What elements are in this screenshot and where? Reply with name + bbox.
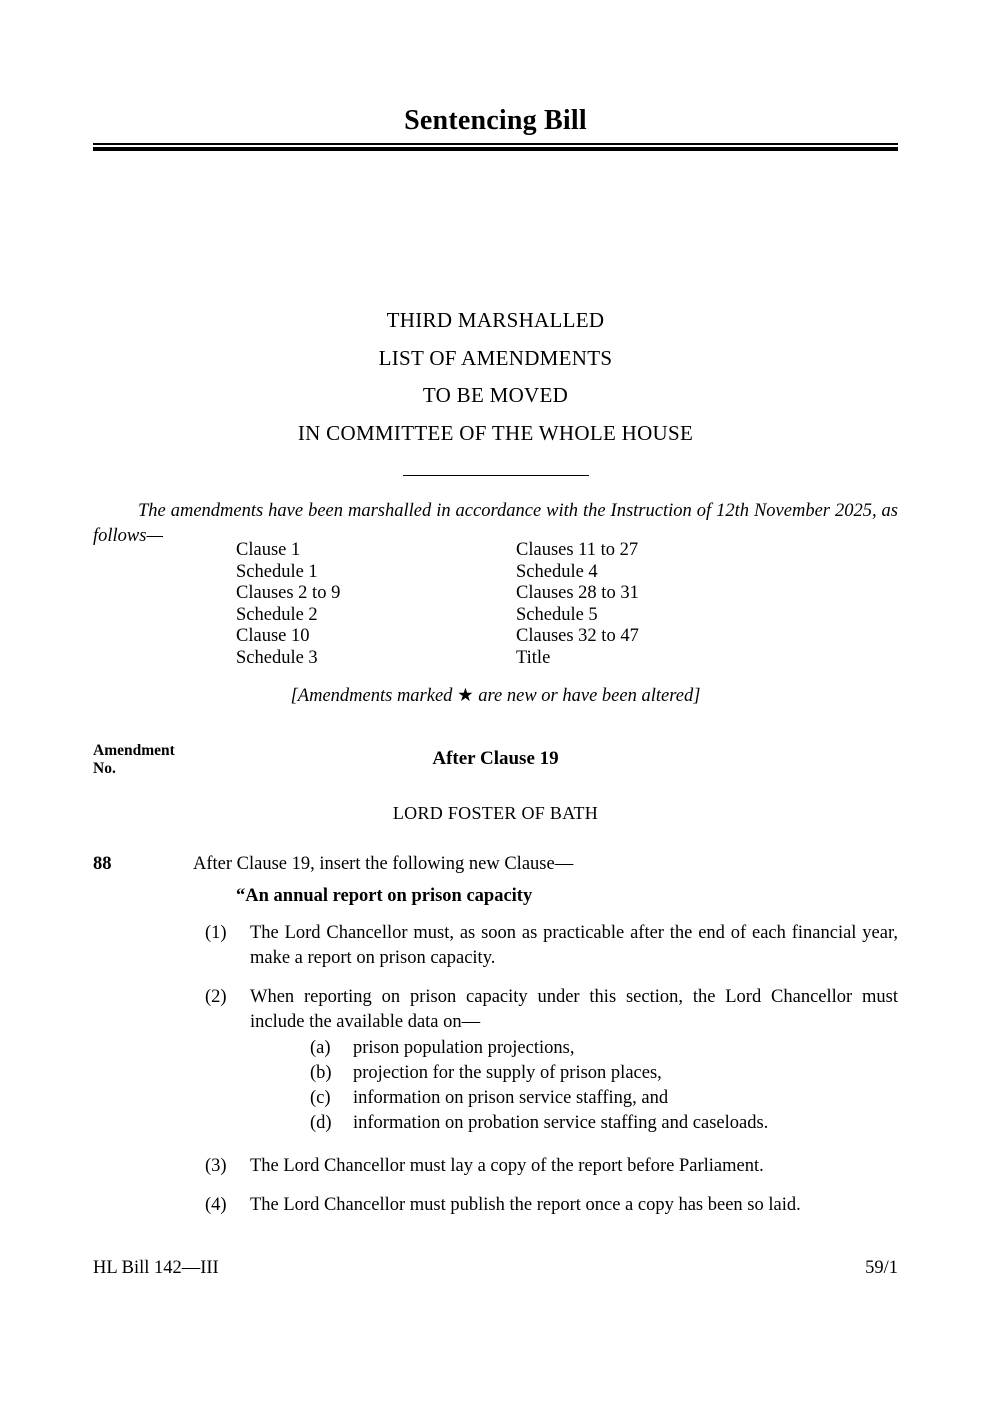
amendment-number-label-line1: Amendment: [93, 742, 175, 759]
heading-line-4: IN COMMITTEE OF THE WHOLE HOUSE: [297, 420, 694, 445]
subsection: [205, 985, 898, 1136]
letter-text: information on probation service staffing and caseloads.: [353, 1113, 769, 1133]
section-divider: [93, 466, 898, 484]
list-item: Schedule 5: [516, 604, 598, 625]
subsection: [205, 1154, 898, 1179]
bill-reference: HL Bill 142—III: [93, 1258, 219, 1278]
amendment-number-label-line2: No.: [93, 760, 116, 777]
page-footer: [93, 1258, 898, 1279]
amendment-lead-in: After Clause 19, insert the following new Clause—: [193, 854, 574, 874]
letter-text: projection for the supply of prison places,: [353, 1063, 662, 1083]
letter-marker: (a): [310, 1038, 331, 1058]
subsection-letter-list: [250, 1036, 898, 1136]
list-item: Clauses 2 to 9: [236, 583, 341, 604]
instruction-paragraph: The amendments have been marshalled in accordance with the Instruction of 12th November 2025, as follows—: [93, 501, 898, 546]
heading-line-2: LIST OF AMENDMENTS: [378, 345, 613, 370]
list-item: Schedule 4: [516, 561, 598, 582]
clause-list: [236, 540, 796, 670]
star-note-suffix: are new or have been altered]: [473, 686, 701, 706]
letter-marker: (b): [310, 1063, 332, 1083]
section-header: After Clause 19: [432, 748, 559, 769]
clause-list-right-column: [516, 540, 796, 670]
list-item: Clauses 28 to 31: [516, 583, 639, 604]
letter-text: information on prison service staffing, and: [353, 1088, 669, 1108]
amendment-entry: [93, 852, 898, 877]
list-item: Clause 1: [236, 540, 301, 560]
subsection-marker: (1): [205, 923, 227, 943]
rule-thick: [93, 147, 898, 151]
heading-line-1: THIRD MARSHALLED: [386, 308, 605, 332]
list-item: Schedule 3: [236, 647, 318, 668]
list-item: Schedule 1: [236, 561, 318, 582]
clause-list-left-column: [236, 540, 516, 670]
list-item: [310, 1036, 898, 1061]
star-note-prefix: [Amendments marked: [290, 686, 458, 706]
subsection-text: The Lord Chancellor must publish the report once a copy has been so laid.: [250, 1195, 801, 1215]
divider-rule: [403, 475, 589, 476]
new-clause-title: “An annual report on prison capacity: [236, 886, 533, 906]
page-title: Sentencing Bill: [404, 105, 587, 136]
subsection: [205, 1193, 898, 1218]
subsection-marker: (2): [205, 987, 227, 1007]
list-item: Clauses 11 to 27: [516, 540, 639, 560]
list-item: [310, 1111, 898, 1136]
amendment-sponsor: LORD FOSTER OF BATH: [392, 803, 599, 823]
subsection-text: The Lord Chancellor must, as soon as practicable after the end of each financial year, make a report on prison capacity.: [250, 923, 898, 968]
list-item: Clauses 32 to 47: [516, 626, 639, 647]
list-item: [310, 1061, 898, 1086]
starred-amendments-note: [93, 685, 898, 707]
document-heading: [93, 302, 898, 452]
letter-text: prison population projections,: [353, 1038, 575, 1058]
subsection-marker: (4): [205, 1195, 227, 1215]
subsection-marker: (3): [205, 1156, 227, 1176]
subsection-text: The Lord Chancellor must lay a copy of the report before Parliament.: [250, 1156, 764, 1176]
title-double-rule: [93, 143, 898, 152]
letter-marker: (d): [310, 1113, 332, 1133]
subsection: [205, 921, 898, 971]
star-icon: ★: [457, 686, 474, 706]
page-number: 59/1: [865, 1258, 898, 1278]
heading-line-3: TO BE MOVED: [422, 383, 569, 407]
letter-marker: (c): [310, 1088, 331, 1108]
new-clause-subsections: [205, 921, 898, 1232]
list-item: Clause 10: [236, 626, 310, 647]
list-item: Title: [516, 647, 551, 668]
subsection-text: When reporting on prison capacity under this section, the Lord Chancellor must include the available data on—: [250, 987, 898, 1032]
list-item: [310, 1086, 898, 1111]
list-item: Schedule 2: [236, 604, 318, 625]
amendment-number: 88: [93, 854, 112, 874]
